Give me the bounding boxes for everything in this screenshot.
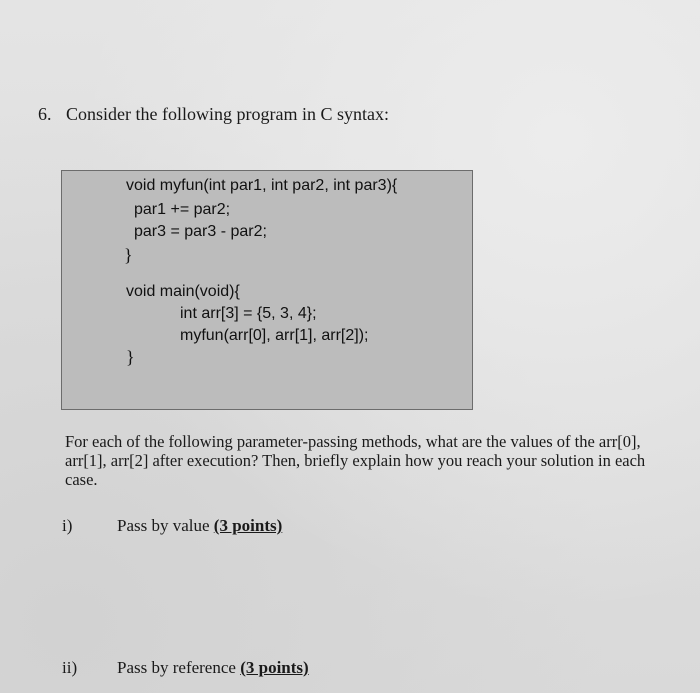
- code-line-8: }: [126, 347, 135, 367]
- subquestion-2-points: (3 points): [240, 658, 309, 677]
- code-line-3: par3 = par3 - par2;: [134, 223, 267, 240]
- code-line-4: }: [124, 245, 133, 265]
- instruction-line-1: For each of the following parameter-passing methods, what are the values of the arr[0],: [65, 432, 641, 451]
- question-number: 6.: [38, 104, 52, 124]
- subquestion-1-label: i): [62, 516, 73, 535]
- instruction-paragraph: [65, 432, 645, 489]
- code-line-2: par1 += par2;: [134, 201, 231, 218]
- subquestion-2-label: ii): [62, 658, 78, 677]
- subquestion-1-points: (3 points): [213, 516, 283, 535]
- question-text: Consider the following program in C syntax:: [66, 104, 389, 124]
- subquestion-2: [117, 658, 309, 678]
- instruction-line-2: arr[1], arr[2] after execution? Then, briefly explain how you reach your solution in each: [65, 451, 646, 470]
- code-line-7: myfun(arr[0], arr[1], arr[2]);: [180, 327, 369, 344]
- question-heading: [38, 104, 389, 125]
- code-line-6: int arr[3] = {5, 3, 4};: [180, 305, 317, 322]
- code-line-5: void main(void){: [126, 283, 240, 300]
- subquestion-1: [117, 516, 282, 536]
- subquestion-1-text: Pass by value: [117, 516, 214, 535]
- instruction-line-3: case.: [65, 470, 98, 489]
- code-line-1: void myfun(int par1, int par2, int par3){: [126, 177, 398, 194]
- code-box: [61, 170, 473, 410]
- subquestion-2-text: Pass by reference: [117, 658, 241, 677]
